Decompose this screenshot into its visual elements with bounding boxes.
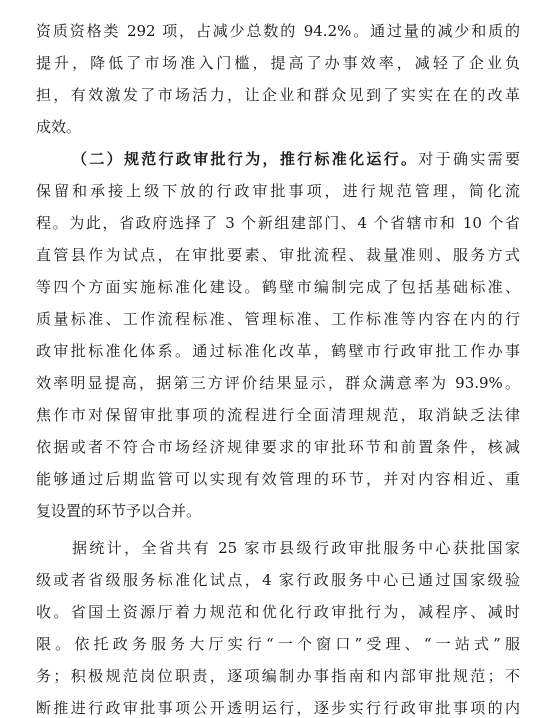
section-heading: （二）规范行政审批行为，推行标准化运行。 [72,150,419,168]
body-text-line: 焦作市对保留审批事项的流程进行全面清理规范，取消缺乏法律 [36,406,520,424]
body-text-line: 担，有效激发了市场活力，让企业和群众见到了实实在在的改革 [36,86,520,104]
body-text-inline: 对于确实需要 [418,150,520,168]
body-text-line: 质量标准、工作流程标准、管理标准、工作标准等内容在内的行 [36,310,520,328]
body-text-line: 成效。 [36,118,82,136]
body-text-line: 等四个方面实施标准化建设。鹤壁市编制完成了包括基础标准、 [36,278,520,296]
body-text-line: 据统计，全省共有 25 家市县级行政审批服务中心获批国家 [72,539,520,557]
body-text-line: 资质资格类 292 项，占减少总数的 94.2%。通过量的减少和质的 [36,22,520,40]
body-text-line: 程。为此，省政府选择了 3 个新组建部门、4 个省辖市和 10 个省 [36,214,520,232]
body-text-line: 效率明显提高，据第三方评价结果显示，群众满意率为 93.9%。 [36,374,520,392]
body-text-line: 断推进行政审批事项公开透明运行，逐步实行行政审批事项的内 [36,699,520,717]
body-text-line: 复设置的环节予以合并。 [36,502,202,520]
body-text-line: 依据或者不符合市场经济规律要求的审批环节和前置条件，核减 [36,438,520,456]
body-text-line: 政审批标准化体系。通过标准化改革，鹤壁市行政审批工作办事 [36,342,520,360]
body-text-line: 收。省国土资源厅着力规范和优化行政审批行为，减程序、减时 [36,603,520,621]
body-text-line: 提升，降低了市场准入门槛，提高了办事效率，减轻了企业负 [36,54,520,72]
body-text-line: 限。依托政务服务大厅实行“一个窗口”受理、“一站式”服 [36,635,520,653]
body-text-line: 直管县作为试点，在审批要素、审批流程、裁量准则、服务方式 [36,246,520,264]
section-heading-line [72,149,520,169]
body-text-line: 级或者省级服务标准化试点，4 家行政服务中心已通过国家级验 [36,571,520,589]
body-text-line: 保留和承接上级下放的行政审批事项，进行规范管理，简化流 [36,182,520,200]
body-text-line: 务；积极规范岗位职责，逐项编制办事指南和内部审批规范；不 [36,667,520,685]
body-text-line: 能够通过后期监管可以实现有效管理的环节，并对内容相近、重 [36,470,520,488]
